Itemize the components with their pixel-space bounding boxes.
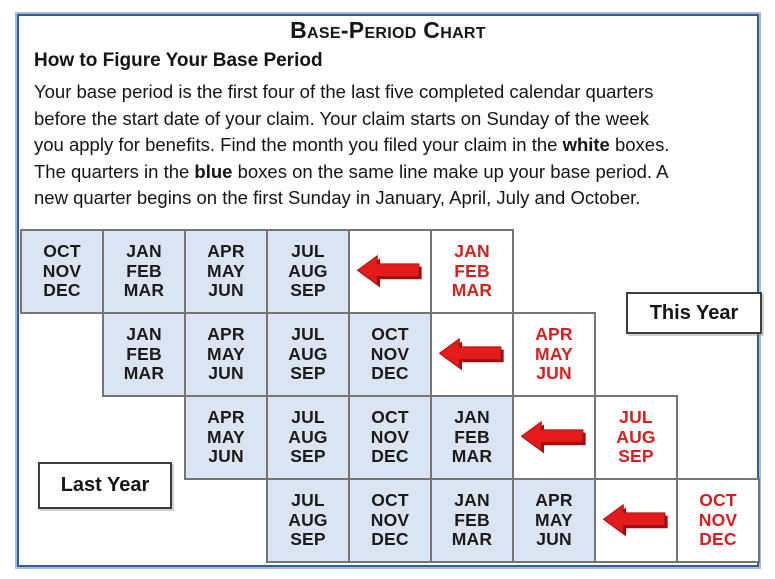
month-label: JUL [291, 324, 325, 344]
month-label: SEP [290, 446, 326, 466]
month-label: AUG [288, 343, 328, 364]
month-label: OCT [371, 324, 409, 344]
month-label: NOV [42, 260, 82, 281]
base-quarter-cell [348, 395, 432, 480]
section-heading: How to Figure Your Base Period [34, 50, 323, 71]
month-label: FEB [454, 260, 490, 281]
month-label: DEC [371, 446, 409, 466]
last-year-box [38, 462, 172, 509]
month-label: OCT [43, 241, 81, 261]
month-label: JAN [126, 241, 162, 261]
base-quarter-cell [348, 478, 432, 563]
month-label: OCT [371, 407, 409, 427]
month-label: DEC [699, 529, 737, 549]
month-label: JAN [454, 490, 490, 510]
month-label: DEC [43, 280, 81, 300]
month-label: NOV [370, 426, 410, 447]
month-label: OCT [699, 490, 737, 510]
base-quarter-cell [266, 312, 350, 397]
base-quarter-cell [184, 395, 268, 480]
month-label: MAR [451, 446, 493, 466]
month-label: JUN [208, 446, 244, 466]
month-label: DEC [371, 529, 409, 549]
month-label: MAY [535, 343, 573, 364]
chart-title: Base-Period Chart [290, 17, 486, 43]
intro-text: boxes. [609, 134, 670, 156]
arrow-cell [430, 312, 514, 397]
month-label: APR [207, 324, 245, 344]
month-label: AUG [288, 426, 328, 447]
month-label: JUL [291, 490, 325, 510]
month-label: MAY [535, 509, 573, 530]
month-label: FEB [454, 426, 490, 447]
month-label: MAR [123, 280, 165, 300]
month-label: JUL [619, 407, 653, 427]
month-label: MAY [207, 343, 245, 364]
month-label: JUN [208, 280, 244, 300]
month-label: OCT [371, 490, 409, 510]
intro-text: new quarter begins on the first Sunday in January, April, July and October. [34, 187, 641, 209]
base-quarter-cell [348, 312, 432, 397]
month-label: NOV [698, 509, 738, 530]
month-label: JUN [208, 363, 244, 383]
month-label: APR [535, 490, 573, 510]
base-quarter-cell [512, 478, 596, 563]
base-quarter-cell [184, 312, 268, 397]
intro-text: you apply for benefits. Find the month you filed your claim in the [34, 134, 563, 156]
intro-paragraph [34, 79, 756, 212]
month-label: SEP [290, 280, 326, 300]
left-arrow-icon [356, 253, 424, 291]
base-quarter-cell [20, 229, 104, 314]
intro-text: boxes on the same line make up your base period. A [232, 160, 669, 182]
base-quarter-cell [266, 395, 350, 480]
month-label: APR [207, 407, 245, 427]
arrow-cell [348, 229, 432, 314]
month-label: JAN [126, 324, 162, 344]
month-label: JAN [454, 407, 490, 427]
base-quarter-cell [266, 478, 350, 563]
left-arrow-icon [520, 419, 588, 457]
base-quarter-cell [184, 229, 268, 314]
base-quarter-cell [430, 478, 514, 563]
month-label: JUN [536, 363, 572, 383]
base-quarter-cell [430, 395, 514, 480]
claim-quarter-cell [430, 229, 514, 314]
month-label: AUG [288, 509, 328, 530]
month-label: MAR [451, 529, 493, 549]
this-year-box [626, 292, 762, 334]
month-label: APR [535, 324, 573, 344]
month-label: MAR [123, 363, 165, 383]
intro-text: before the start date of your claim. Your claim starts on Sunday of the week [34, 107, 649, 129]
month-label: FEB [126, 343, 162, 364]
intro-text: Your base period is the first four of the last five completed calendar quarters [34, 81, 654, 102]
month-label: NOV [370, 343, 410, 364]
intro-bold-word: blue [194, 160, 233, 182]
claim-quarter-cell [512, 312, 596, 397]
left-arrow-icon [602, 502, 670, 540]
month-label: MAY [207, 426, 245, 447]
month-label: FEB [126, 260, 162, 281]
month-label: FEB [454, 509, 490, 530]
month-label: JUL [291, 407, 325, 427]
claim-quarter-cell [594, 395, 678, 480]
month-label: MAY [207, 260, 245, 281]
month-label: SEP [290, 363, 326, 383]
month-label: NOV [370, 509, 410, 530]
intro-bold-word: white [562, 134, 610, 156]
arrow-cell [512, 395, 596, 480]
claim-quarter-cell [676, 478, 760, 563]
month-label: AUG [288, 260, 328, 281]
month-label: JUL [291, 241, 325, 261]
month-label: APR [207, 241, 245, 261]
this-year-label: This Year [649, 301, 739, 324]
intro-text: The quarters in the [34, 160, 195, 182]
base-quarter-cell [266, 229, 350, 314]
base-quarter-cell [102, 312, 186, 397]
arrow-cell [594, 478, 678, 563]
month-label: SEP [618, 446, 654, 466]
month-label: JAN [454, 241, 490, 261]
month-label: DEC [371, 363, 409, 383]
last-year-label: Last Year [60, 474, 150, 496]
month-label: SEP [290, 529, 326, 549]
base-quarter-cell [102, 229, 186, 314]
left-arrow-icon [438, 336, 506, 374]
month-label: JUN [536, 529, 572, 549]
month-label: MAR [451, 280, 493, 300]
month-label: AUG [616, 426, 656, 447]
